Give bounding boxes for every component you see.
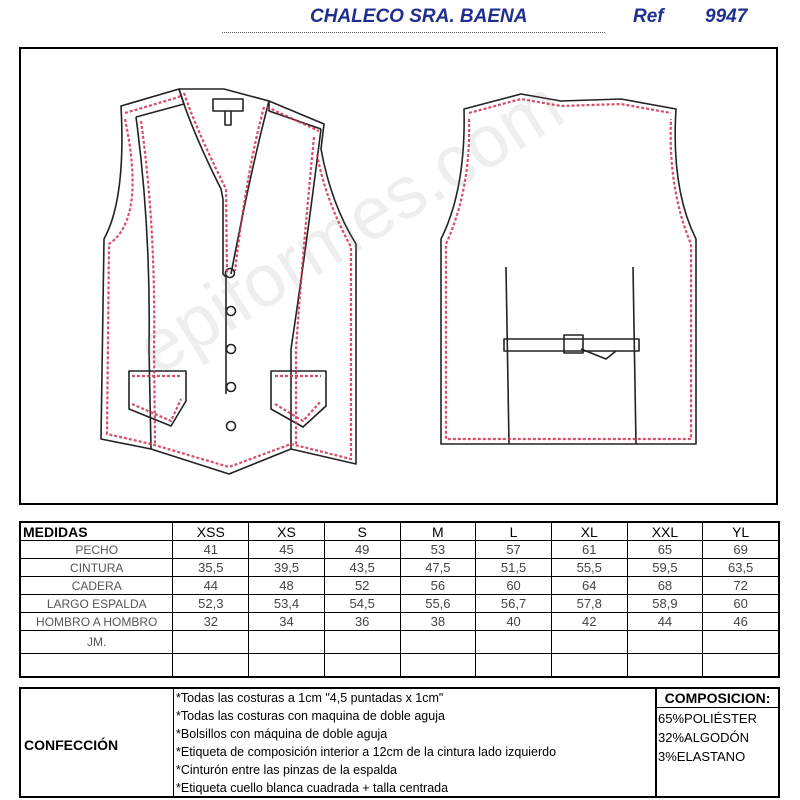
measurement-value: 40: [476, 613, 552, 631]
measurement-row: [20, 654, 779, 678]
measurement-value: 51,5: [476, 559, 552, 577]
size-header: XS: [249, 522, 325, 541]
measurement-row: [20, 559, 779, 577]
size-header: M: [400, 522, 476, 541]
size-header: L: [476, 522, 552, 541]
measurement-label: PECHO: [20, 541, 173, 559]
size-header: YL: [703, 522, 779, 541]
measurement-label: JM.: [20, 631, 173, 654]
size-header: XXL: [627, 522, 703, 541]
confeccion-notes: [174, 689, 657, 796]
confeccion-label: CONFECCIÓN: [24, 737, 119, 753]
measurement-value: 41: [173, 541, 249, 559]
measurement-value: [476, 631, 552, 654]
measurement-value: [703, 654, 779, 678]
composicion-title: COMPOSICION:: [657, 689, 778, 708]
measurement-row: [20, 631, 779, 654]
confeccion-note: *Bolsillos con máquina de doble aguja: [176, 727, 388, 741]
measurement-label: HOMBRO A HOMBRO: [20, 613, 173, 631]
composicion-list: [657, 709, 778, 766]
title-underline: [222, 32, 605, 33]
measurement-value: 55,6: [400, 595, 476, 613]
composicion-item: 32%ALGODÓN: [658, 730, 750, 745]
measurement-value: 55,5: [551, 559, 627, 577]
measurement-value: 49: [324, 541, 400, 559]
ref-value: 9947: [705, 6, 748, 27]
confeccion-section: [19, 687, 780, 798]
measurement-row: [20, 595, 779, 613]
measurement-row: [20, 577, 779, 595]
size-header: XL: [551, 522, 627, 541]
measurement-value: 61: [551, 541, 627, 559]
measurement-value: [627, 654, 703, 678]
measurement-value: 57,8: [551, 595, 627, 613]
measurement-value: 43,5: [324, 559, 400, 577]
composicion-item: 3%ELASTANO: [658, 749, 746, 764]
composicion-item: 65%POLIÉSTER: [658, 711, 757, 726]
measurement-value: [173, 631, 249, 654]
size-header: S: [324, 522, 400, 541]
confeccion-label-cell: [21, 689, 174, 796]
measurement-value: 57: [476, 541, 552, 559]
confeccion-note: *Todas las costuras con maquina de doble aguja: [176, 709, 445, 723]
measurement-value: 56: [400, 577, 476, 595]
measurement-value: [249, 631, 325, 654]
measurement-value: 52: [324, 577, 400, 595]
measurement-value: 53: [400, 541, 476, 559]
measurement-value: 56,7: [476, 595, 552, 613]
vest-sketch: [21, 49, 776, 503]
measurement-table: [19, 521, 780, 678]
confeccion-note: *Etiqueta de composición interior a 12cm de la cintura lado izquierdo: [176, 745, 557, 759]
measurement-value: 48: [249, 577, 325, 595]
measurement-value: 35,5: [173, 559, 249, 577]
measurement-value: 72: [703, 577, 779, 595]
measurement-label: [20, 654, 173, 678]
measurement-value: 58,9: [627, 595, 703, 613]
measurement-value: 44: [627, 613, 703, 631]
measurement-value: 63,5: [703, 559, 779, 577]
left-panel-seam: [136, 117, 151, 449]
measurement-label: LARGO ESPALDA: [20, 595, 173, 613]
measurement-value: [173, 654, 249, 678]
measurement-label: CINTURA: [20, 559, 173, 577]
confeccion-note: *Cinturón entre las pinzas de la espalda: [176, 763, 397, 777]
back-belt: [504, 339, 639, 351]
measurement-value: [400, 654, 476, 678]
measurement-header-row: [20, 522, 779, 541]
measurement-value: [249, 654, 325, 678]
measurement-value: 60: [476, 577, 552, 595]
measurement-value: 54,5: [324, 595, 400, 613]
measurement-value: 34: [249, 613, 325, 631]
measurement-row: [20, 541, 779, 559]
garment-title: CHALECO SRA. BAENA: [310, 6, 528, 27]
measurement-value: 59,5: [627, 559, 703, 577]
measurement-value: 52,3: [173, 595, 249, 613]
measurement-value: 44: [173, 577, 249, 595]
measurement-value: 65: [627, 541, 703, 559]
measurement-value: 38: [400, 613, 476, 631]
measurement-value: [627, 631, 703, 654]
measurement-value: 45: [249, 541, 325, 559]
measurement-row: [20, 613, 779, 631]
measures-header-label: MEDIDAS: [20, 522, 173, 541]
measurement-value: [551, 631, 627, 654]
watermark: epiformes.com: [121, 62, 578, 391]
measurement-value: 68: [627, 577, 703, 595]
measurement-value: 60: [703, 595, 779, 613]
measurement-value: [551, 654, 627, 678]
measurement-value: 46: [703, 613, 779, 631]
confeccion-note: *Etiqueta cuello blanca cuadrada + talla centrada: [176, 781, 449, 795]
measurement-value: 64: [551, 577, 627, 595]
measurement-value: 47,5: [400, 559, 476, 577]
size-header: XSS: [173, 522, 249, 541]
measurement-value: [324, 631, 400, 654]
measurement-value: [703, 631, 779, 654]
technical-drawing: [19, 47, 778, 505]
measurement-value: 42: [551, 613, 627, 631]
confeccion-note: *Todas las costuras a 1cm "4,5 puntadas x 1cm": [176, 691, 444, 705]
measurement-value: 36: [324, 613, 400, 631]
measurement-value: 53,4: [249, 595, 325, 613]
ref-label: Ref: [633, 6, 664, 27]
measurement-value: [324, 654, 400, 678]
measurement-value: [476, 654, 552, 678]
measurement-value: 69: [703, 541, 779, 559]
button-4: [227, 383, 236, 392]
measurement-value: [400, 631, 476, 654]
chest-pocket: [213, 99, 243, 111]
measurement-label: CADERA: [20, 577, 173, 595]
header: [0, 0, 800, 40]
button-5: [227, 422, 236, 431]
measurement-value: 32: [173, 613, 249, 631]
measurement-value: 39,5: [249, 559, 325, 577]
